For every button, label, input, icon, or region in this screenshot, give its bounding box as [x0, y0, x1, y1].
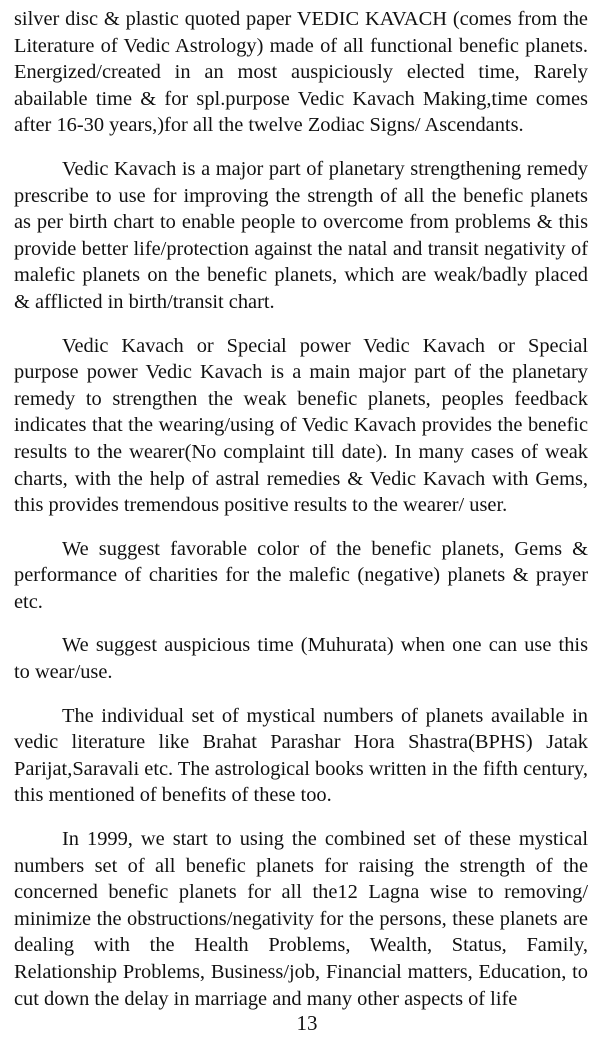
paragraph-continuation: silver disc & plastic quoted paper VEDIC KAVACH (comes from the Literature of Vedic Astrology) made of all functional benefic planets. Energized/created in an most auspiciously elected time, Rarely abailable time & for spl.purpose Vedic Kavach Making,time comes after 16-30 years,)for all the twelve Zodiac Signs/ Ascendants.: [14, 8, 588, 137]
paragraph-auspicious-time: We suggest auspicious time (Muhurata) when one can use this to wear/use.: [14, 634, 588, 684]
paragraph-1999-combined-set: In 1999, we start to using the combined set of these mystical numbers set of all benefic planets for raising the strength of the concerned benefic planets for all the12 Lagna wise to removing/ minimize the obstructions/negativity for the persons, these planets are dealing with the Health Problems, Wealth, Status, Family, Relationship Problems, Business/job, Financial matters, Education, to cut down the delay in marriage and many other aspects of life: [14, 828, 588, 1010]
paragraph-vedic-kavach-remedy: Vedic Kavach is a major part of planetary strengthening remedy prescribe to use for improving the strength of all the benefic planets as per birth chart to enable people to overcome from problems & this provide better life/protection against the natal and transit negativity of malefic planets on the benefic planets, which are weak/badly placed & afflicted in birth/transit chart.: [14, 157, 588, 313]
paragraph-special-power-kavach: Vedic Kavach or Special power Vedic Kavach or Special purpose power Vedic Kavach is a main major part of the planetary remedy to strengthen the weak benefic planets, peoples feedback indicates that the wearing/using of Vedic Kavach provides the benefic results to the wearer(No complaint till date). In many cases of weak charts, with the help of astral remedies & Vedic Kavach with Gems, this provides tremendous positive results to the wearer/ user.: [14, 334, 588, 517]
book-page: [14, 6, 588, 1056]
paragraph-favorable-color: We suggest favorable color of the benefic planets, Gems & performance of charities for the malefic (negative) planets & prayer etc.: [14, 537, 588, 613]
page-number: 13: [296, 1011, 318, 1035]
paragraph-mystical-numbers: The individual set of mystical numbers of planets available in vedic literature like Brahat Parashar Hora Shastra(BPHS) Jatak Parijat,Saravali etc. The astrological books written in the fifth century, this mentioned of benefits of these too.: [14, 704, 588, 807]
